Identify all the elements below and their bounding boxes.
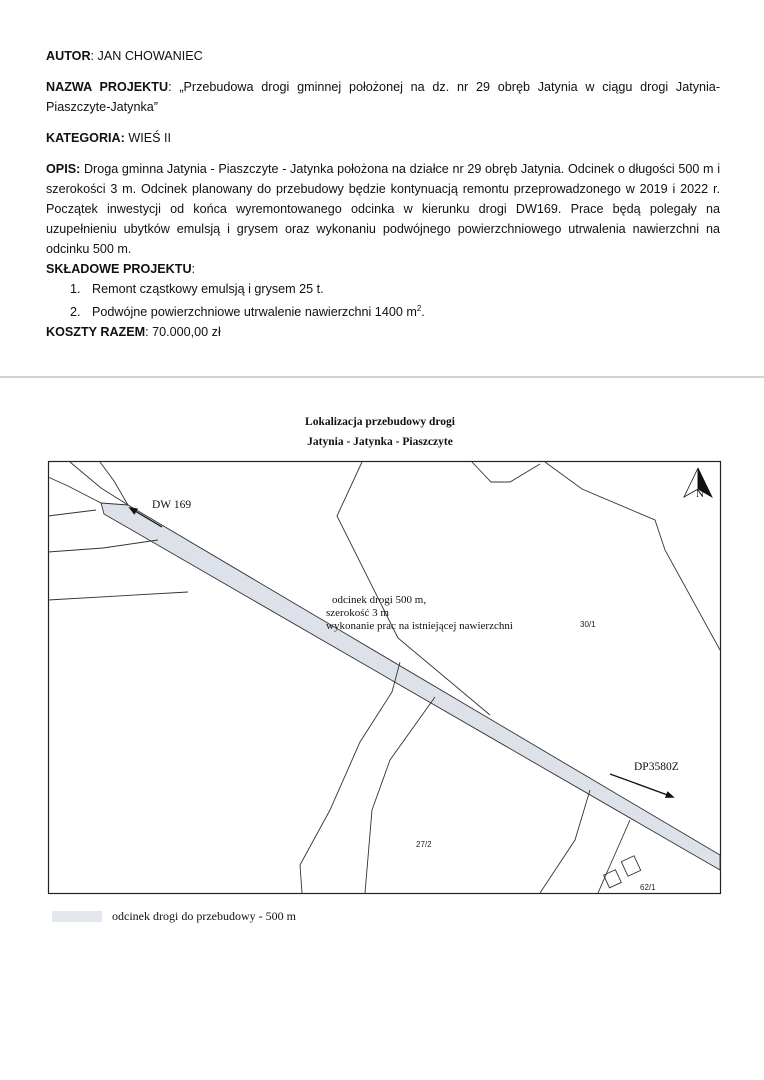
project-name-label: NAZWA PROJEKTU [46, 80, 169, 94]
components-colon: : [191, 262, 196, 276]
north-label: N [696, 488, 704, 500]
component-item-2-end: . [421, 305, 425, 320]
legend-text: odcinek drogi do przebudowy - 500 m [112, 909, 296, 923]
dp3580z-direction-arrow [610, 774, 673, 797]
building-outlines [604, 856, 641, 888]
map-title-line-1: Lokalizacja przebudowy drogi [305, 416, 455, 428]
author-value: : JAN CHOWANIEC [90, 49, 203, 63]
annotation-line-1: odcinek drogi 500 m, [332, 594, 427, 606]
road-edge-top [70, 462, 128, 505]
category-value: WIEŚ II [124, 131, 172, 145]
component-item-2-superscript: 2 [416, 304, 422, 313]
author-label: AUTOR [46, 49, 91, 63]
description-label: OPIS: [46, 162, 81, 176]
annotation-line-2: szerokość 3 m [326, 607, 389, 619]
parcel-number-62-1: 62/1 [640, 883, 656, 892]
project-name-value: : „Przebudowa drogi gminnej położonej na dz. nr 29 obręb Jatynia w ciągu drogi Jatynia-Piaszczyte-Jatynka” [46, 80, 721, 114]
parcel-number-30-1: 30/1 [580, 620, 596, 629]
parcel-number-27-2: 27/2 [416, 840, 432, 849]
label-dp3580z: DP3580Z [634, 761, 679, 773]
category-label: KATEGORIA: [46, 131, 125, 145]
components-label: SKŁADOWE PROJEKTU [46, 262, 192, 276]
costs-value: : 70.000,00 zł [145, 325, 221, 340]
road-section [101, 503, 720, 870]
map-title-line-2: Jatynia - Jatynka - Piaszczyte [307, 436, 453, 448]
legend-swatch [52, 911, 102, 922]
component-item-2-text: Podwójne powierzchniowe utrwalenie nawierzchni 1400 m [92, 305, 417, 320]
component-item-1-text: Remont cząstkowy emulsją i grysem 25 t. [92, 282, 324, 296]
label-dw169: DW 169 [152, 499, 192, 511]
description-value: Droga gminna Jatynia - Piaszczyte - Jatynka położona na działce nr 29 obręb Jatynia. Odcinek o długości 500 m i szerokości 3 m. Odcinek planowany do przebudowy będzie kontynuacją remontu przeprowadzonego w 2019 i 2022 r. Początek inwestycji od końca wyremontowanego odcinka w kierunku drogi DW169. Prace będą polegały na uzupełnieniu ubytków emulsją i grysem oraz wykonaniu podwójnego powierzchniowego utrwalenia nawierzchni na odcinku 500 m. [46, 162, 720, 256]
costs-label: KOSZTY RAZEM [46, 325, 146, 340]
annotation-line-3: wykonanie prac na istniejącej nawierzchni [326, 620, 513, 632]
